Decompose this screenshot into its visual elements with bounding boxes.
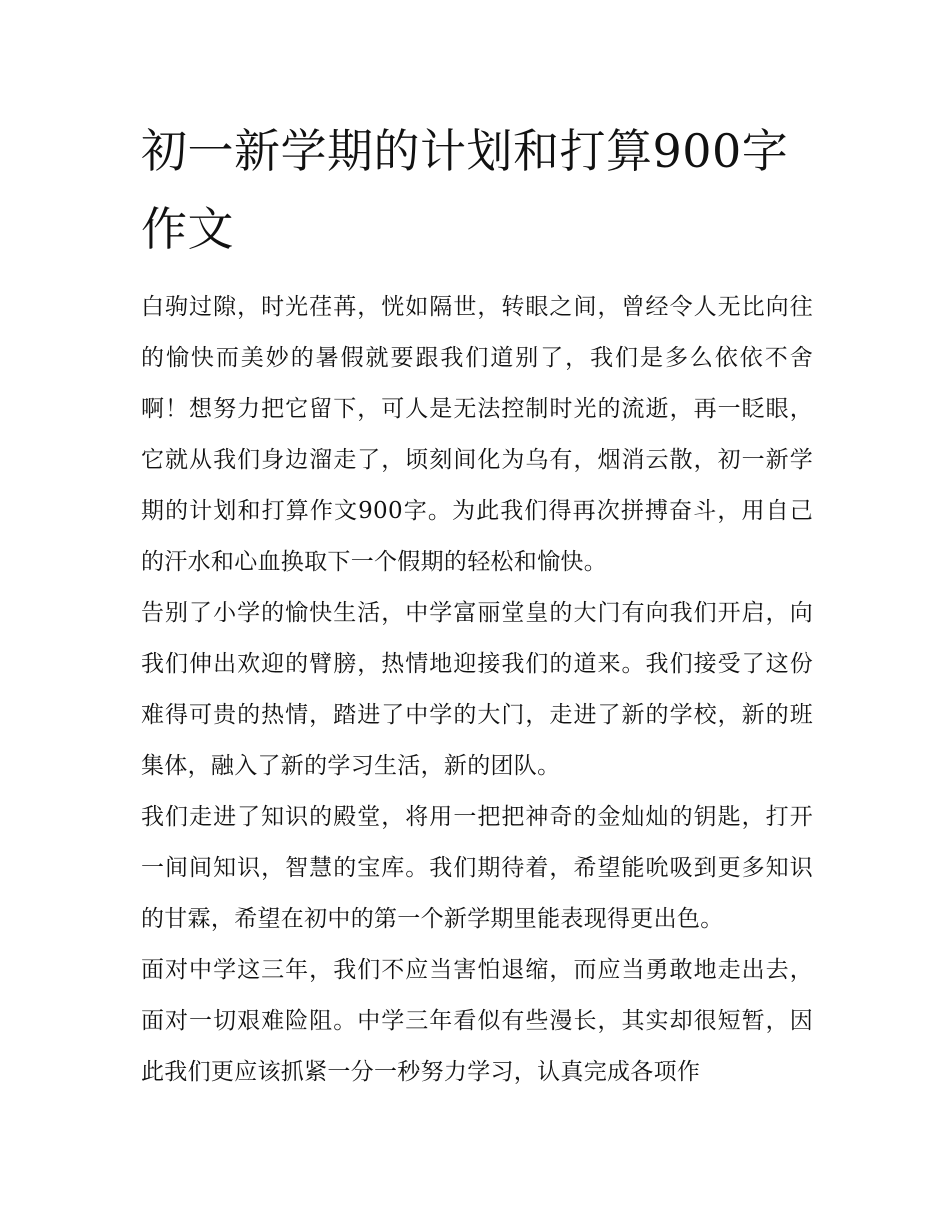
paragraph-middle-school: 告别了小学的愉快生活，中学富丽堂皇的大门有向我们开启，向我们伸出欢迎的臂膀，热情地迎接我们的道来。我们接受了这份难得可贵的热情，踏进了中学的大门，走进了新的学校，新的班集体，融入了新的学习生活，新的团队。 [141, 600, 813, 779]
paragraph-three-years: 面对中学这三年，我们不应当害怕退缩，而应当勇敢地走出去，面对一切艰难险阻。中学三年看似有些漫长，其实却很短暂，因此我们更应该抓紧一分一秒努力学习，认真完成各项作 [141, 957, 813, 1085]
paragraph-intro: 白驹过隙，时光荏苒，恍如隔世，转眼之间，曾经令人无比向往的愉快而美妙的暑假就要跟我们道别了，我们是多么依依不舍啊！想努力把它留下，可人是无法控制时光的流逝，再一眨眼，它就从我们身边溜走了，顷刻间化为乌有，烟消云散，初一新学期的计划和打算作文900字。为此我们得再次拼搏奋斗，用自己的汗水和心血换取下一个假期的轻松和愉快。 [141, 294, 813, 575]
document-body [141, 112, 813, 1098]
paragraph-knowledge: 我们走进了知识的殿堂，将用一把把神奇的金灿灿的钥匙，打开一间间知识，智慧的宝库。我们期待着，希望能吮吸到更多知识的甘霖，希望在初中的第一个新学期里能表现得更出色。 [141, 804, 813, 932]
document-title: 初一新学期的计划和打算900字作文 [141, 124, 789, 256]
